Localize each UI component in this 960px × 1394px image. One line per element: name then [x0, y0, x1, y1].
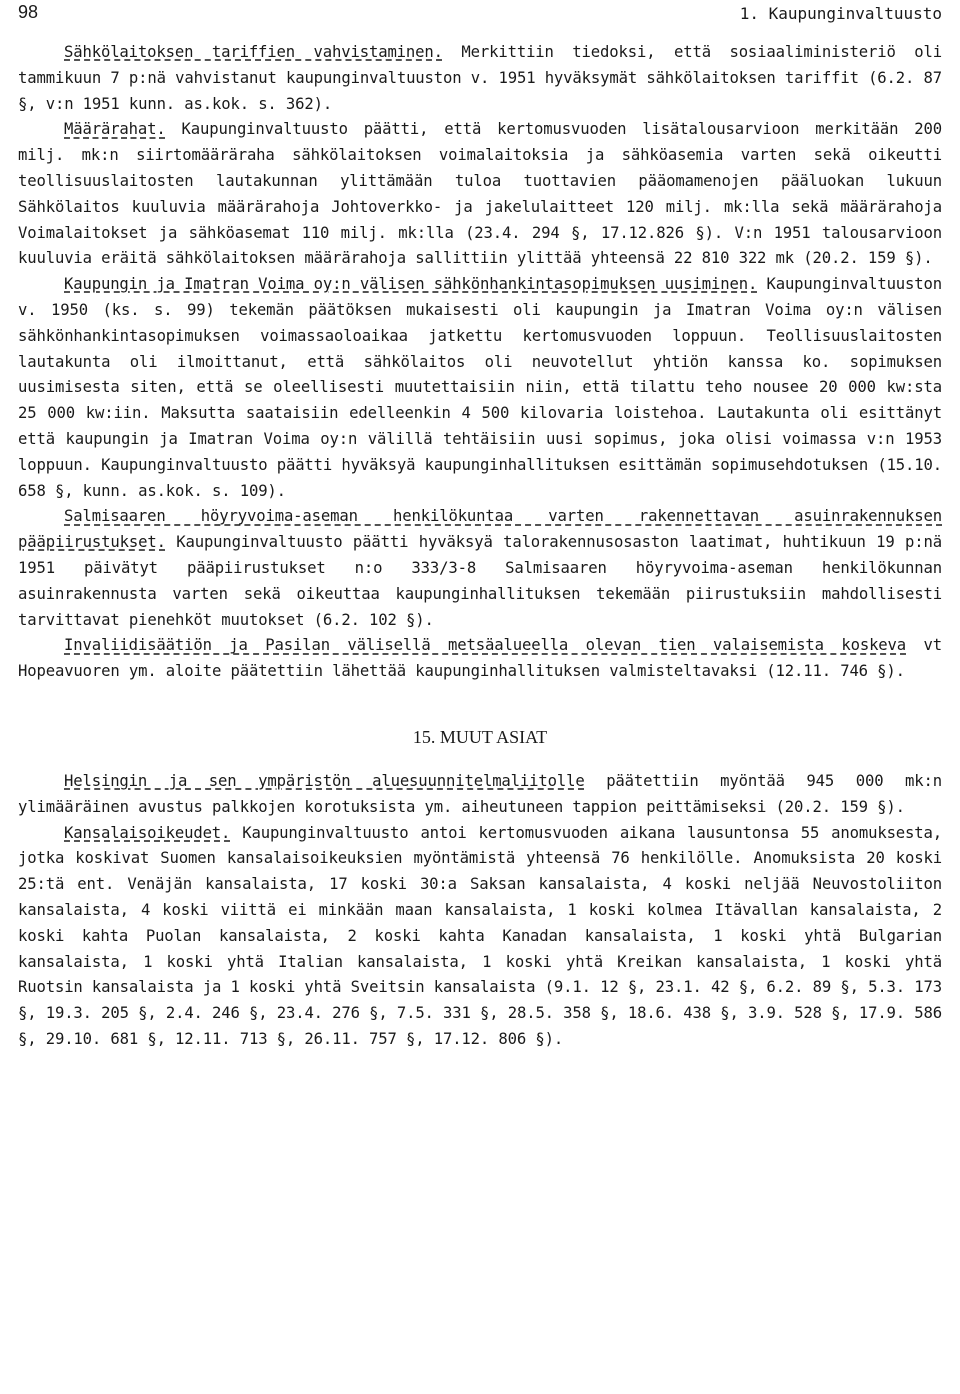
document-body [18, 40, 942, 1053]
paragraph-invaliidisaatio [18, 633, 942, 685]
paragraph-text: päätettiin myöntää 945 000 mk:n ylimääräinen avustus palkkojen korotuksista ym. aiheutuneen tappion peittämiseksi (20.2. 159 §). [18, 771, 943, 816]
page-header [18, 0, 942, 30]
paragraph-heading: Invaliidisäätiön ja Pasilan välisellä metsäalueella olevan tien valaisemista koskeva [64, 636, 907, 655]
paragraph-aluesuunnitelma [18, 769, 942, 821]
paragraph-imatran-voima [18, 272, 942, 504]
paragraph-heading: Kaupungin ja Imatran Voima oy:n välisen sähkönhankintasopimuksen uusiminen. [64, 275, 758, 294]
page-number: 98 [18, 2, 39, 22]
paragraph-text: Kaupunginvaltuusto päätti hyväksyä talorakennusosaston laatimat, huhtikuun 19 p:nä 1951 päivätyt pääpiirustukset n:o 333/3-8 Salmisaaren höyryvoima-aseman henkilökunnan asuinrakennusta varten sekä oikeuttaa kaupunginhallituksen tekemään piirustuksiin mahdollisesti tarvittavat pienehköt muutokset (6.2. 102 §). [18, 533, 942, 629]
paragraph-heading: Salmisaaren höyryvoima-aseman henkilökuntaa varten rakennettavan asuinrakennuksen pääpiirustukset. [18, 507, 942, 552]
paragraph-text: vt Hopeavuoren ym. aloite päätettiin lähettää kaupunginhallituksen valmisteltavaksi (12.11. 746 §). [18, 636, 942, 681]
document-page [18, 0, 942, 1394]
section-title: 15. MUUT ASIAT [412, 726, 548, 747]
paragraph-heading: Helsingin ja sen ympäristön aluesuunnitelmaliitolle [64, 771, 585, 790]
paragraph-text: Kaupunginvaltuuston v. 1950 (ks. s. 99) tekemän päätöksen mukaisesti oli kaupungin ja Imatran Voima oy:n välisen sähkönhankintasopimuksen voimassaoloaikaa jatkettu kertomusvuoden loppuun. Teollisuuslaitosten lautakunta oli ilmoittanut, että sähkölaitos oli neuvotellut yhtiön kanssa ko. sopimuksen uusimisesta siten, että se oleellisesti muutettaisiin niin, että tilattu teho nousee 20 000 kw:sta 25 000 kw:iin. Maksutta saataisiin edelleenkin 4 500 kilovaria loistehoa. Lautakunta oli esittänyt että kaupungin ja Imatran Voima oy:n välillä tehtäisiin uusi sopimus, joka olisi voimassa v:n 1953 loppuun. Kaupunginvaltuusto päätti hyväksyä kaupunginhallituksen esittämän sopimusehdotuksen (15.10. 658 §, kunn. as.kok. s. 109). [18, 275, 942, 500]
paragraph-tariffs [18, 40, 942, 117]
running-head: 1. Kaupunginvaltuusto [739, 4, 942, 23]
paragraph-citizenship [18, 821, 942, 1053]
paragraph-heading: Määrärahat. [64, 120, 166, 139]
paragraph-appropriations [18, 117, 942, 272]
paragraph-salmisaari [18, 504, 942, 633]
paragraph-text: Merkittiin tiedoksi, että sosiaaliministeriö oli tammikuun 7 p:nä vahvistanut kaupunginvaltuuston v. 1951 hyväksymät sähkölaitoksen tariffit (6.2. 87 §, v:n 1951 kunn. as.kok. s. 362). [18, 43, 942, 113]
paragraph-heading: Sähkölaitoksen tariffien vahvistaminen. [64, 43, 443, 61]
paragraph-text: Kaupunginvaltuusto antoi kertomusvuoden aikana lausuntonsa 55 anomuksesta, jotka koskivat Suomen kansalaisoikeuksien myöntämistä yhteensä 76 henkilölle. Anomuksista 20 koski 25:tä ent. Venäjän kansalaista, 17 koski 30:a Saksan kansalaista, 4 koski neljää Neuvostoliiton kansalaista, 4 koski viittä ei minkään maan kansalaista, 1 koski kolmea Itävallan kansalaista, 2 koski kahta Puolan kansalaista, 2 koski kahta Kanadan kansalaista, 1 koski yhtä Bulgarian kansalaista, 1 koski yhtä Italian kansalaista, 1 koski yhtä Kreikan kansalaista, 1 koski yhtä Ruotsin kansalaista ja 1 koski yhtä Sveitsin kansalaista (9.1. 12 §, 23.1. 42 §, 6.2. 89 §, 5.3. 173 §, 19.3. 205 §, 2.4. 246 §, 23.4. 276 §, 7.5. 331 §, 28.5. 358 §, 18.6. 438 §, 3.9. 528 §, 17.9. 586 §, 29.10. 681 §, 12.11. 713 §, 26.11. 757 §, 17.12. 806 §). [18, 823, 942, 1048]
paragraph-text: Kaupunginvaltuusto päätti, että kertomusvuoden lisätalousarvioon merkitään 200 milj. mk:n siirtomääräraha sähkölaitoksen voimalaitoksia ja sähköasemia varten sekä oikeutti teollisuuslaitosten lautakunnan ylittämään tuloa tuottavien pääomamenojen pääluokan lukuun Sähkölaitos kuuluvia määrärahoja Johtoverkko- ja jakelulaitteet 120 milj. mk:lla sekä määrärahoja Voimalaitokset ja sähköasemat 110 milj. mk:lla (23.4. 294 §, 17.12.826 §). V:n 1951 talousarvioon kuuluvia eräitä sähkölaitoksen määrärahoja sallittiin ylittää yhteensä 22 810 322 mk (20.2. 159 §). [18, 120, 942, 268]
paragraph-heading: Kansalaisoikeudet. [64, 823, 231, 842]
